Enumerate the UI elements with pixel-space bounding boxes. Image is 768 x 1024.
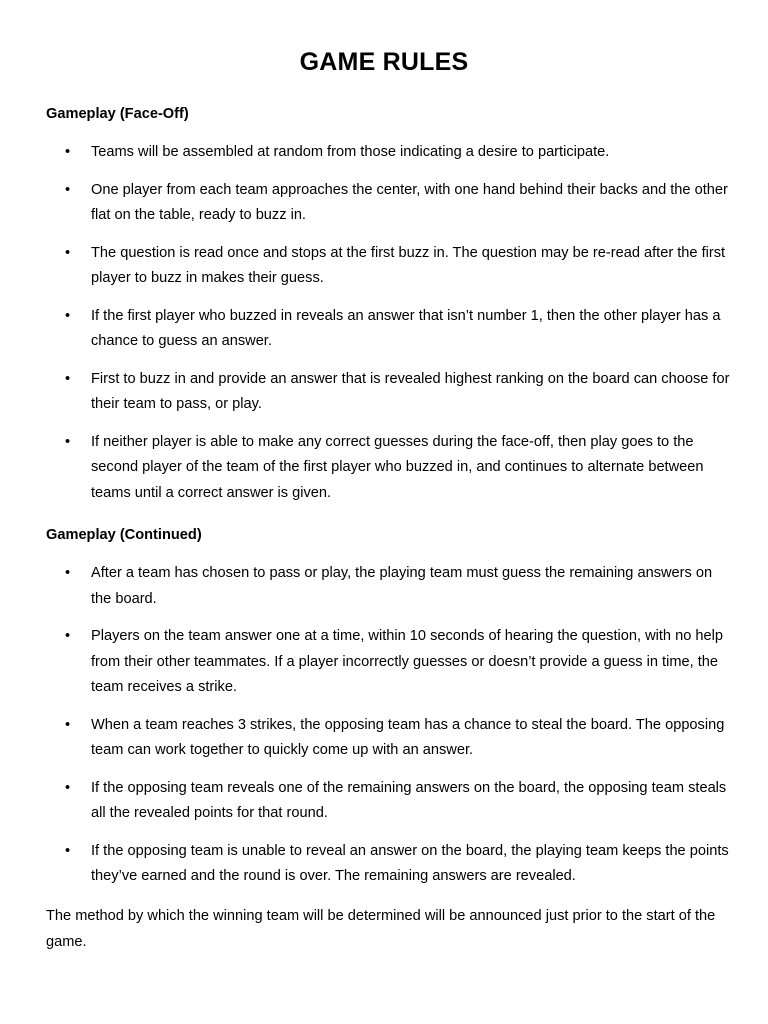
section-heading-continued: Gameplay (Continued) [46, 527, 202, 543]
list-item: • Teams will be assembled at random from those indicating a desire to participate. [46, 140, 736, 166]
page-title: GAME RULES [299, 48, 469, 76]
continued-rules-list [46, 561, 736, 902]
section-heading-face-off: Gameplay (Face-Off) [46, 106, 189, 122]
list-item: • If the opposing team reveals one of the remaining answers on the board, the opposing team steals all the revealed points for that round. [46, 776, 736, 827]
list-item: • If the first player who buzzed in reveals an answer that isn’t number 1, then the other player has a chance to guess an answer. [46, 304, 736, 355]
list-item: • If neither player is able to make any correct guesses during the face-off, then play goes to the second player of the team of the first player who buzzed in, and continues to alternate between teams until a correct answer is given. [46, 430, 736, 507]
list-item: • When a team reaches 3 strikes, the opposing team has a chance to steal the board. The opposing team can work together to quickly come up with an answer. [46, 713, 736, 764]
list-item: • First to buzz in and provide an answer that is revealed highest ranking on the board can choose for their team to pass, or play. [46, 367, 736, 418]
list-item: • The question is read once and stops at the first buzz in. The question may be re-read after the first player to buzz in makes their guess. [46, 241, 736, 292]
list-item: • If the opposing team is unable to reveal an answer on the board, the playing team keeps the points they’ve earned and the round is over. The remaining answers are revealed. [46, 839, 736, 890]
list-item: • One player from each team approaches the center, with one hand behind their backs and the other flat on the table, ready to buzz in. [46, 178, 736, 229]
face-off-rules-list [46, 140, 736, 518]
list-item: • Players on the team answer one at a time, within 10 seconds of hearing the question, with no help from their other teammates. If a player incorrectly guesses or doesn’t provide a guess in time, the team receives a strike. [46, 624, 736, 701]
closing-paragraph: The method by which the winning team will be determined will be announced just prior to the start of the game. [46, 908, 716, 950]
list-item: • After a team has chosen to pass or play, the playing team must guess the remaining answers on the board. [46, 561, 736, 612]
